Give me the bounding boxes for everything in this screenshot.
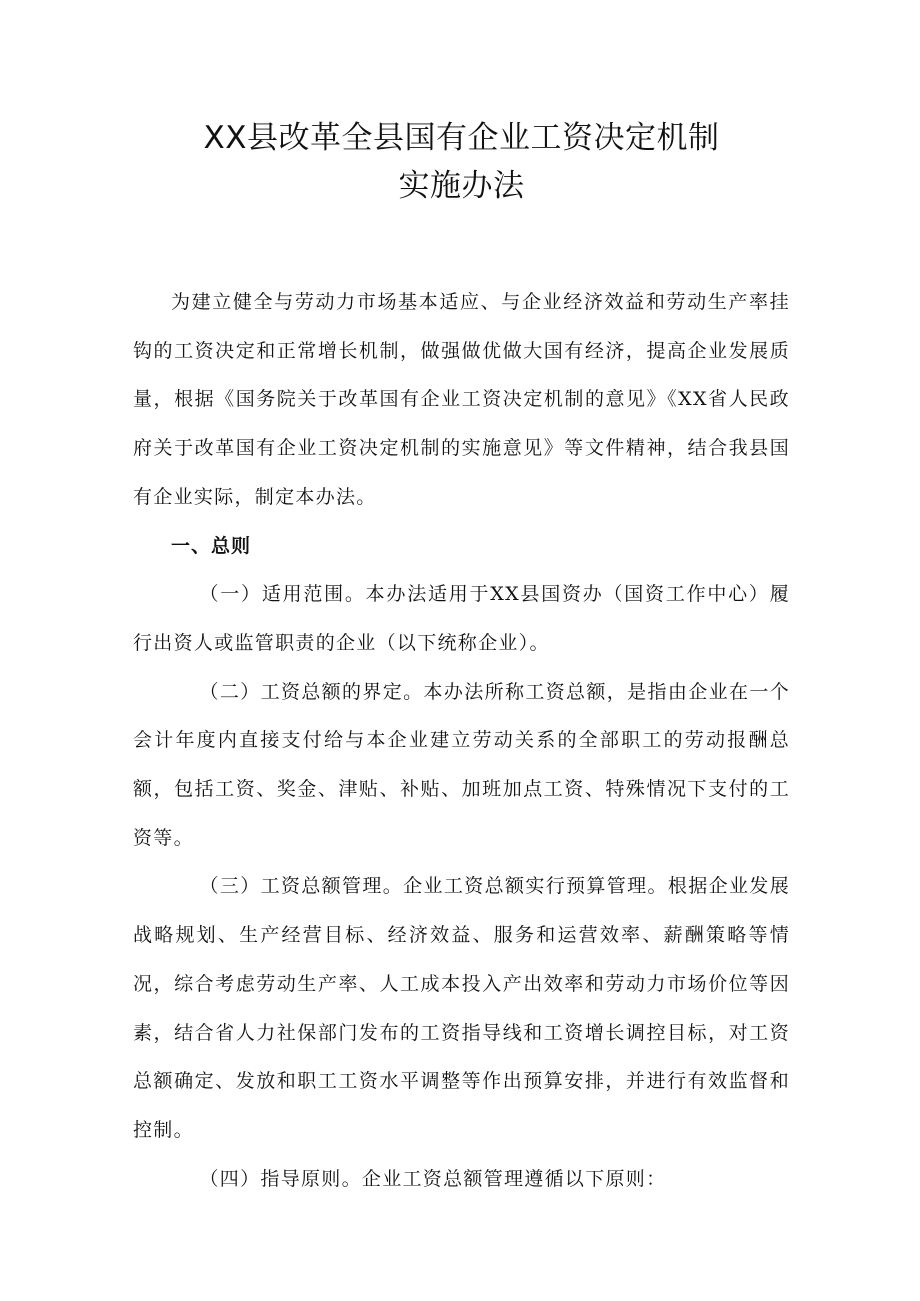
clause-scope: （一）适用范围。本办法适用于XX县国资办（国资工作中心）履行出资人或监管职责的企业（以下统称企业）。 xyxy=(133,583,790,654)
title-line-2: 实施办法 xyxy=(398,168,525,204)
intro-paragraph: 为建立健全与劳动力市场基本适应、与企业经济效益和劳动生产率挂钩的工资决定和正常增长机制，做强做优做大国有经济，提高企业发展质量，根据《国务院关于改革国有企业工资决定机制的意见》《XX省人民政府关于改革国有企业工资决定机制的实施意见》等文件精神，结合我县国有企业实际，制定本办法。 xyxy=(133,291,790,508)
clause-guiding-principles: （四）指导原则。企业工资总额管理遵循以下原则： xyxy=(199,1167,667,1190)
title-line-1: XX县改革全县国有企业工资决定机制 xyxy=(203,120,720,156)
clause-wage-definition: （二）工资总额的界定。本办法所称工资总额，是指由企业在一个会计年度内直接支付给与本企业建立劳动关系的全部职工的劳动报酬总额，包括工资、奖金、津贴、补贴、加班加点工资、特殊情况下支付的工资等。 xyxy=(133,680,790,849)
document-title xyxy=(133,0,790,210)
document-body xyxy=(133,278,790,1203)
section-heading-general: 一、总则 xyxy=(171,534,252,557)
clause-wage-management: （三）工资总额管理。企业工资总额实行预算管理。根据企业发展战略规划、生产经营目标、经济效益、服务和运营效率、薪酬策略等情况，综合考虑劳动生产率、人工成本投入产出效率和劳动力市场价位等因素，结合省人力社保部门发布的工资指导线和工资增长调控目标，对工资总额确定、发放和职工工资水平调整等作出预算安排，并进行有效监督和控制。 xyxy=(133,875,790,1141)
